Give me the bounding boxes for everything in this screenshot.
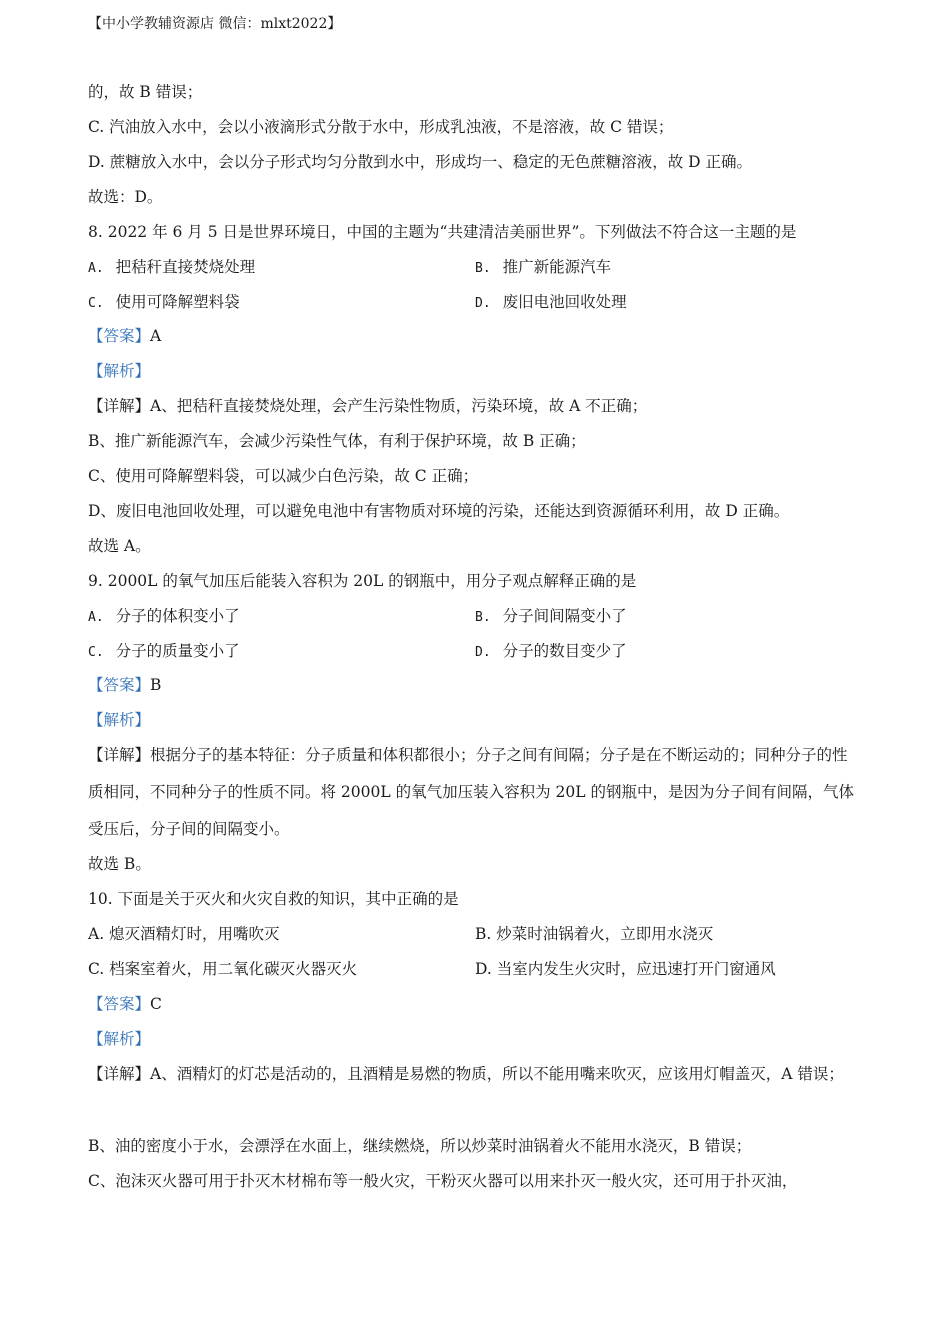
q7-tail-line-1: 的，故 B 错误； (88, 83, 203, 101)
q9-option-d: D. 分子的数目变少了 (475, 642, 627, 660)
page-header: 【中小学教辅资源店 微信：mlxt2022】 (88, 16, 342, 32)
q8-answer: 【答案】A (88, 327, 162, 345)
q10-option-a: A. 熄灭酒精灯时，用嘴吹灭 (88, 925, 280, 943)
q9-detail: 【详解】根据分子的基本特征：分子质量和体积都很小；分子之间有间隔；分子是在不断运动的；同种分子的性质相同，不同种分子的性质不同。将 2000L 的氧气加压装入容积为 20L 的钢瓶中，是因为分子间有间隔，气体受压后，分子间的间隔变小。 (88, 746, 854, 838)
q10-detail-a: 【详解】A、酒精灯的灯芯是活动的，且酒精是易燃的物质，所以不能用嘴来吹灭，应该用灯帽盖灭，A 错误； (88, 1065, 844, 1083)
q9-option-c: C. 分子的质量变小了 (88, 642, 240, 660)
q8-stem: 8. 2022 年 6 月 5 日是世界环境日，中国的主题为“共建清洁美丽世界”。下列做法不符合这一主题的是 (88, 223, 797, 241)
q10-answer: 【答案】C (88, 995, 162, 1013)
q10-stem: 10. 下面是关于灭火和火灾自救的知识，其中正确的是 (88, 890, 459, 908)
q10-option-b: B. 炒菜时油锅着火，立即用水浇灭 (475, 925, 714, 943)
q9-option-b: B. 分子间间隔变小了 (475, 607, 627, 625)
q7-conclusion: 故选：D。 (88, 188, 163, 206)
q8-option-d: D. 废旧电池回收处理 (475, 293, 627, 311)
q9-conclusion: 故选 B。 (88, 855, 151, 873)
q10-detail-c: C、泡沫灭火器可用于扑灭木材棉布等一般火灾，干粉灭火器可以用来扑灭一般火灾，还可用于扑灭油， (88, 1172, 798, 1190)
q8-option-b: B. 推广新能源汽车 (475, 258, 612, 276)
q8-option-a: A. 把秸秆直接焚烧处理 (88, 258, 256, 276)
q7-option-c-explanation: C. 汽油放入水中，会以小液滴形式分散于水中，形成乳浊液，不是溶液，故 C 错误； (88, 118, 674, 136)
q10-detail-b: B、油的密度小于水，会漂浮在水面上，继续燃烧，所以炒菜时油锅着火不能用水浇灭，B 错误； (88, 1137, 752, 1155)
q9-option-a: A. 分子的体积变小了 (88, 607, 240, 625)
q8-conclusion: 故选 A。 (88, 537, 151, 555)
q7-option-d-explanation: D. 蔗糖放入水中，会以分子形式均匀分散到水中，形成均一、稳定的无色蔗糖溶液，故 D 正确。 (88, 153, 753, 171)
q8-detail-b: B、推广新能源汽车，会减少污染性气体，有利于保护环境，故 B 正确； (88, 432, 586, 450)
q8-option-c: C. 使用可降解塑料袋 (88, 293, 240, 311)
q8-detail-d: D、废旧电池回收处理，可以避免电池中有害物质对环境的污染，还能达到资源循环利用，故 D 正确。 (88, 502, 790, 520)
q10-option-c: C. 档案室着火，用二氧化碳灭火器灭火 (88, 960, 358, 978)
q9-stem: 9. 2000L 的氧气加压后能装入容积为 20L 的钢瓶中，用分子观点解释正确的是 (88, 572, 637, 590)
q9-analysis-label: 【解析】 (88, 711, 151, 729)
q8-detail-a: 【详解】A、把秸秆直接焚烧处理，会产生污染性物质，污染环境，故 A 不正确； (88, 397, 648, 415)
q8-analysis-label: 【解析】 (88, 362, 151, 380)
q10-analysis-label: 【解析】 (88, 1030, 151, 1048)
q10-option-d: D. 当室内发生火灾时，应迅速打开门窗通风 (475, 960, 776, 978)
q8-detail-c: C、使用可降解塑料袋，可以减少白色污染，故 C 正确； (88, 467, 479, 485)
q9-answer: 【答案】B (88, 676, 162, 694)
